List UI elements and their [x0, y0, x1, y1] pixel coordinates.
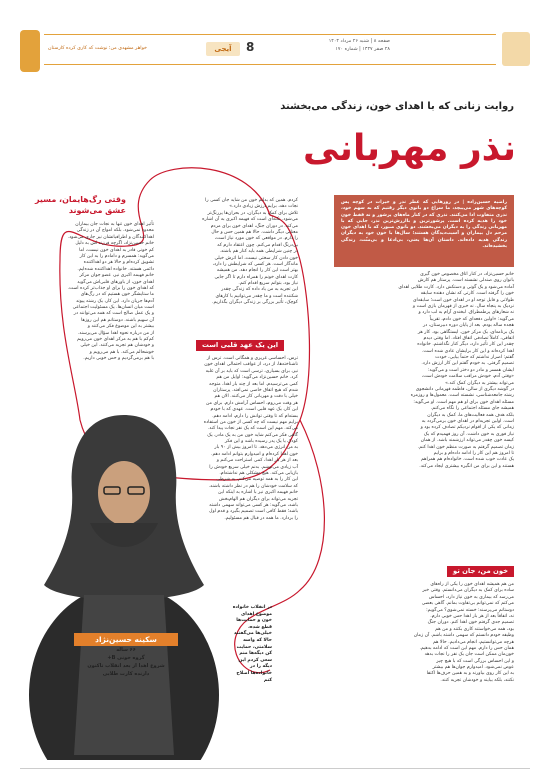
text-line: باشد؛ فقط کافی است تصمیم بگیرد و قدم اول — [209, 509, 298, 515]
text-line: خون‌مان ممکن است جان یک نفر را نجات بدهد — [424, 652, 514, 658]
portrait-photo — [24, 395, 224, 760]
text-line: کم‌کم با هم به مرکز اهدای خون می‌رویم — [77, 337, 154, 343]
text-line: خانم فهیمه اکبری نیز با اشاره به اینکه این — [218, 490, 298, 496]
text-line: ماندگار است. هر کسی که شرایطش را دارد، — [212, 261, 298, 267]
caption-start: شروع اهدا از بعد انقلاب تاکنون — [87, 663, 165, 669]
text-line: شکننده است و ما چقدر می‌توانیم با کارهای — [215, 293, 298, 299]
text-line: می‌کنم که نمی‌توانم بی‌تفاوت بمانم. گاهی بعضی — [421, 601, 514, 607]
text-line: آماده می‌شود و یک گونی و دستکش دارد. کارت طلایی اهدای — [398, 284, 514, 290]
text-line: وظیفه خودم دانستم که سهمی داشته باشم. آن زمان — [413, 633, 514, 639]
text-line: است. اولین تجربه‌ام در اهدای خون برمی‌گردد به — [421, 418, 514, 424]
text-line: می‌گوید: همسرم و دامادم را به این کار — [79, 253, 154, 259]
text-line: محدود نمی‌شود. بلکه امواج آن در زندگی — [76, 228, 154, 234]
text-line: بی‌درنگ اقدام می‌کنم. چون اعتقاد دارم که — [217, 242, 298, 248]
publication-logo — [502, 32, 530, 66]
text-line: طولانی و قابل توجه او در اهدای خون است؛ سابقه‌ای — [412, 297, 514, 303]
text-line: بعد از هر بار اهدا، کمی استراحت می‌کنم و — [216, 458, 298, 464]
issue-info — [270, 38, 390, 54]
text-line: ما ستایشگر خون هستیم که در رگ‌های — [80, 292, 154, 298]
text-line: نیاز بود، بتوانم سریع اقدام کنم. — [238, 281, 298, 287]
text-line: و یک عمل صالح است که همه می‌توانند در — [73, 311, 154, 317]
text-line: گفتم: اصرار نداشتم که حتماً بیایی، خودت — [435, 355, 514, 361]
text-line: رشته جامعه‌شناسی، نشسته است. معمول‌ها و روزمره — [410, 393, 514, 399]
text-line: ساده برای کمک به دیگران می‌دانستم. وقتی خبر — [422, 588, 514, 594]
text-line: هجده ساله بودم. بعد از پایان دوره دبیرستان، در — [422, 323, 514, 329]
issue-line: صفحه ۸ | شنبه ۲۶ مرداد ۱۴۰۴ — [328, 39, 390, 44]
text-line: آن سهیم باشند. دوستانم هم این روزها — [81, 317, 154, 323]
text-line: ایشان همسر و مادر دو دختر است و می‌گوید: — [427, 367, 514, 373]
text-line: می‌کند. در دوران جنگ، اهدای خون برای مردم — [210, 223, 298, 229]
text-line: تا امروز هم این کار را ادامه داده‌ام و برایم — [433, 450, 514, 456]
text-line: با هم برمی‌گردیم و حس خوبی داریم. — [83, 356, 154, 362]
text-line: نیز، برای بسیاری، ترسی است که باید بر آن غلبه — [205, 368, 298, 374]
column-middle-text — [176, 198, 298, 307]
text-line: شدم که هیچ اتفاق خاصی نمی‌افتد. پرستاران — [213, 387, 298, 393]
text-line: را دارم. در مواقعی که خون مورد نیاز است، — [214, 236, 298, 242]
text-line: تشویق کرده‌ام و حالا هر دو اهداکننده — [83, 260, 154, 266]
text-line: خانم فهیمه اکبری نیز، عضو جوان مرکز — [79, 273, 154, 279]
text-line: نجات دهد، برایم ارزش زیادی دارد.» — [229, 204, 298, 210]
text-line: اهداکنندگان و اطرافیانشان نیز جاری می‌شود. — [67, 234, 154, 240]
text-line: می‌تواند بیشتر به دیگران کمک کند.» — [445, 380, 514, 386]
section-label: آیجی — [206, 42, 240, 56]
column-left-text — [30, 222, 154, 363]
text-line: «وقتی آدم، خودش مراقب سلامت خودش است، — [421, 374, 514, 380]
article-subtitle: روایت زنانی که با اهدای خون، زندگی می‌بخشند — [280, 101, 514, 112]
text-line: کیسه خون چقدر می‌تواند ارزشمند باشد. از همان — [420, 438, 514, 444]
text-line: خون اهدا کرده‌ام و امیدوارم بتوانم ادامه دهم. — [211, 451, 298, 457]
text-line: چقدر این کار تأثیر دارد، دیگر کنار نگذاشتم. خانواده — [417, 342, 514, 348]
text-line: کمی می‌ترسیدم. اما بعد از چند بار اهدا، متوجه — [209, 381, 298, 387]
text-line: می‌کند. مهم این است که یک نفر نجات پیدا کند. — [207, 426, 298, 432]
header-divider-top — [44, 34, 496, 35]
text-line: کردم. همین که بدانم خون من شاید جان کسی را — [205, 198, 298, 203]
text-line: بلکه هدف همه فعالیت‌های ما، کمک به دیگران — [427, 412, 514, 418]
text-line: بانوان روی صندلی نشسته است. پرستار هم کارش — [417, 278, 514, 284]
text-line: کارت اهدای خونم را همراه دارم تا اگر جایی — [214, 274, 298, 280]
text-line: کودک یا یک پدر رسیده باشد و این فکر — [224, 439, 298, 445]
text-line: یک عادت خوب شده است. خانواده‌ام هم همراهم — [420, 457, 514, 463]
text-line: و این احساس بزرگی است که با هیچ چیز — [436, 658, 514, 664]
text-line: خون را گرفته است. کارتی که نشان دهنده سابقه — [420, 291, 514, 297]
column-right-text-2 — [332, 582, 514, 684]
side-note: در انقلاب خانواده موضوع اهدای خون و حمایت‌ها قطع شده، خیلی‌ها می‌گفتند حالا که واسه سلامتی، حمایت کن دیگه‌ها منم سعی کردم این دیگه را در خانواده‌ها اصلاح کنم — [232, 605, 272, 683]
text-line: یک برنامه‌ای، یک مرکز خون. ایستگاهی بود. کار هر — [417, 329, 514, 335]
text-line: که سلامت خودشان را هم در نظر داشته باشند. — [208, 483, 298, 489]
photo-caption — [74, 633, 178, 678]
text-line: دائمی هستند. خانواده اهداکننده شده‌ایم. — [77, 266, 154, 272]
text-line: زمانی که یکی از اقوام نزدیکم تصادف کرده بود و — [420, 425, 514, 431]
text-line: این کار، یک عهد قلبی است. عهدی که با خودم — [210, 407, 298, 413]
text-line: این کار را به همه توصیه می‌کنم، به شرطی — [216, 477, 298, 483]
text-line: کرد. خانم حسین‌نژاد می‌گوید: اوایل من هم — [216, 375, 298, 381]
issue-line: ۲۸ صفر ۱۴۴۷ | شماره ۱۷۰ — [335, 47, 390, 52]
caption-blood-group: گروه خونی B+ — [107, 655, 145, 661]
text-line: ترس، احساسی غریزی و همگانی است. ترس از — [206, 356, 298, 361]
text-line: است میان انسان‌ها. یک مسئولیت اجتماعی — [72, 305, 154, 311]
text-line: به این کار روی بیاورند و به همین حرف‌ها اکتفا — [426, 671, 514, 677]
text-line: تصمیم گرفتی. به خودم گفتم این کار ارزش دارد. — [421, 361, 514, 367]
text-line: در گوشه دیگری از سالن، فاطمه قهرمانی دانشجوی — [415, 387, 514, 393]
text-line: آدم‌ها جریان دارد. این کار، یک رشته پیوند — [75, 298, 154, 304]
text-line: اتفاقی، کاملاً تصادفی اتفاق افتاد. اما وقتی دیدم — [423, 335, 514, 341]
text-line: کوچک، تأثیر بزرگی بر زندگی دیگران بگذاریم. — [212, 300, 298, 306]
column-right-text — [332, 272, 514, 470]
text-line: تصمیم جدی گرفتم خون اهدا کنم. دوران جنگ — [427, 620, 514, 626]
text-line: این تجربه به من یاد داده که زندگی چقدر — [221, 287, 298, 293]
text-line: من هم همیشه اهدای خون را یکی از راه‌های — [430, 582, 514, 587]
text-line: زمان تصمیم گرفتم به صورت منظم خون اهدا کنم. — [417, 444, 514, 450]
text-line: گاهی فکر می‌کنم شاید خون من به یک مادر، یک — [207, 432, 298, 438]
magazine-logo — [20, 30, 40, 72]
caption-name: سکینه حسین‌نژاد — [74, 633, 178, 646]
text-line: بهتر است این کار را انجام دهد. من همیشه — [216, 268, 298, 274]
caption-age: ۶۶ ساله — [116, 647, 136, 653]
text-line: خون دادن کار سختی نیست، اما اثرش خیلی — [214, 255, 298, 261]
text-line: بود، همه می‌خواستند کاری بکنند و من هم — [435, 626, 514, 632]
text-line: بازیابی می‌کند. هیچ مشکلی هم نداشته‌ام. — [219, 471, 298, 477]
text-line: می‌رسد که بیماری به خون نیاز دارد، احساس — [428, 594, 514, 600]
header-divider-bottom — [44, 64, 496, 65]
text-line: اهدای خون، از باورهای قلبی‌اش می‌گوید — [77, 279, 154, 285]
text-line: عوض نمی‌شود. امیدوارم جوان‌ها هم بیشتر — [432, 665, 514, 671]
text-line: از من درباره نحوه اهدا سؤال می‌پرسند. — [77, 330, 154, 336]
text-line: دوستانم می‌پرسند: خسته نمی‌شوی؟ می‌گویم: — [426, 607, 514, 613]
text-line: را بردارد. ما همه در قبال هم مسئولیم. — [224, 515, 298, 521]
text-line: تجربه می‌تواند برای دیگران هم الهام‌بخش — [218, 496, 298, 502]
text-line: خیلی با دقت و مهربانی کار می‌کنند. الان هم — [214, 394, 298, 400]
section-heading: خون من، جان تو — [447, 566, 514, 577]
pull-quote-left: وقتی رگ‌هایمان، مسیر عشق می‌شوند — [34, 195, 126, 215]
text-line: کم خونی قادر به اهدای خون نیست، اما — [79, 247, 154, 253]
text-line: تلاش برای کمک به دیگران، در بحران‌ها پررنگ‌تر — [207, 210, 298, 216]
text-line: خانم حسین‌نژاد، در کنار اتاق مخصوص خون گیری — [420, 272, 514, 277]
text-line: اهدا کرده‌اند و این کار برایشان عادی شده است. — [421, 348, 514, 354]
text-line: نزدیک به پنجاه سال. نه خبری از قهرمان بازی است و — [412, 303, 514, 309]
text-line: ناشناخته‌ها، از درد، از عواقب احتمالی اهدای خون — [204, 362, 298, 368]
text-line: به من انرژی می‌دهد. تا امروز بیش از ۹۰ بار — [214, 445, 298, 451]
text-line: که اهدای خون را برای او جذاب‌تر کرده است. — [67, 285, 154, 291]
text-line: خوشحالم می‌کند. با هم می‌رویم و — [89, 349, 154, 355]
text-line: هر وقت می‌روم، احساس آرامش دارم. برای من — [206, 400, 298, 406]
text-line: باشد، می‌گوید: هر کسی می‌تواند سهمی داشته — [209, 502, 298, 508]
text-line: مسئله اهدای خون برای او هم مهم است. او می‌گوید: — [413, 399, 514, 405]
text-line: در چنین شرایطی همه باید کنار هم باشند. — [219, 249, 298, 255]
text-line: همیشه جای مسئله اجتماعی را نگاه می‌کنم. — [430, 406, 514, 412]
text-line: آب زیادی می‌نوشم. بدنم خیلی سریع خودش را — [209, 464, 298, 470]
text-line: می‌شود. نکته‌ای است که فهیمه اکبری به آن اشاره — [202, 217, 298, 223]
text-line: نکنند، بلکه بیایند و خودشان تجربه کنند. — [440, 677, 514, 683]
text-line: نه شعارهای پرطمطراق. لبخندی آرام به لب دارد و — [418, 310, 514, 316]
text-line: معنایی دیگر داشت. حالا هم همین حس و حال — [211, 229, 298, 235]
text-line: نیاز فوری به خون داشت. آن روز فهمیدم که یک — [423, 431, 514, 437]
pull-quote-middle: این یک عهد قلبی است — [196, 340, 284, 351]
lead-box: راضیه حسین‌زاده | در روزهایی که عطر نذر و خیرات در کوچه پس کوچه‌های شهر می‌پیچد، ما سراغ دو بانوی دیگر رفتیم که به سهم خود، نذری متفاوت ادا می‌کنند. نذری که در کنار ماه‌های پرشور و نه فقط خون خود را هدیه کرده است. پرشورترین و باارزش‌ترین نذر، جایی که با مهربانی زندگی را به دیگران می‌بخشند. دو بانوی صبور، که با اهدای خون مرحم دل بیماران و آسیب‌دیدگان هستند؛ سال‌ها با خون خود به دیگران زندگی هدیه داده‌اند. داستان آن‌ها یعنی، بی‌ادعا و بی‌منّت، زندگی بخشیده‌اند. — [334, 195, 514, 267]
text-line: همان حس را دارم. مهم این است که ادامه بدهیم. — [419, 645, 514, 651]
text-line: برایم مهم نیست که چه کسی از خون من استفاده — [203, 419, 298, 425]
text-line: تأثیر اهدای خون تنها به نجات جان بیماران — [75, 222, 154, 227]
page-header — [20, 20, 530, 82]
text-line: بیشتر به این موضوع فکر می‌کنند و — [87, 324, 154, 330]
text-line: می‌گوید: «اولین دفعه‌ای که خون دادم، تقریباً — [429, 316, 514, 322]
page-number: 8 — [246, 40, 255, 54]
text-line: و خودشان هم تجربه می‌کنند. این خیلی — [80, 343, 154, 349]
footer-rule — [20, 768, 530, 769]
article-title: نذر مهربانی — [303, 128, 516, 169]
text-line: خانم حسین‌نژاد، اگرچه فرزند اش به دلیل — [75, 241, 154, 247]
text-line: نه، اتفاقاً بعد از هر بار اهدا حس خوبی دارم. — [430, 613, 514, 619]
text-line: بسته‌ام که تا وقتی توانش را دارم، ادامه دهم. — [212, 413, 298, 419]
text-line: هستند و این برای من انگیزه بیشتری ایجاد می‌کند. — [419, 463, 514, 469]
caption-card: دارنده کارت طلایی — [102, 671, 150, 677]
header-tagline: خواهر مشهدی من؛ نوشت که کاری کرده کارستان — [48, 46, 148, 51]
text-line: هرچه می‌توانستیم، انجام می‌دادیم. حالا هم — [432, 639, 514, 645]
